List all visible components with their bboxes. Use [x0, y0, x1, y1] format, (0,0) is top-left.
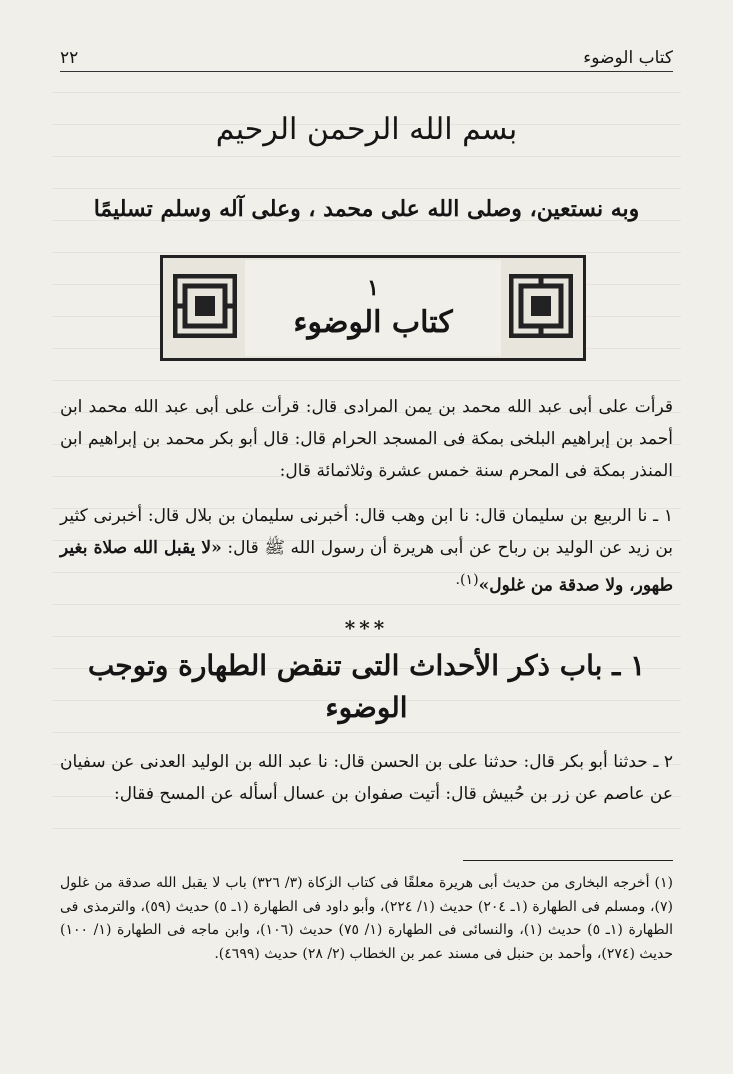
book-number: ١ — [367, 274, 379, 301]
basmala: بسم الله الرحمن الرحيم — [215, 112, 518, 147]
hadith-1 — [60, 500, 673, 602]
hadith-2-text: ٢ ـ حدثنا أبو بكر قال: حدثنا على بن الحسن قال: نا عبد الله بن الوليد العدنى عن سفيان عن عاصم عن زر بن حُبيش قال: أتيت صفوان بن عسال أسأله عن المسح فقال: — [60, 752, 673, 804]
book-title: كتاب الوضوء — [293, 304, 453, 340]
invocation-line: وبه نستعين، وصلى الله على محمد ، وعلى آله وسلم تسليمًا — [93, 196, 640, 222]
footnote-text: (١) أخرجه البخارى من حديث أبى هريرة معلقًا فى كتاب الزكاة (٣/ ٣٢٦) باب لا يقبل الله صدقة من غلول (٧)، ومسلم فى الطهارة (١ـ ٢٠٤) حديث (١/ ٢٢٤)، وأبو داود فى الطهارة (١ـ ٥) حديث (٥٩)، والترمذى فى الطهارة (١ـ ٥) حديث (١)، والنسائى فى الطهارة (١/ ٧٥) حديث (١٠٦)، وابن ماجه فى الطهارة (١/ ١٠٠) حديث (٢٧٤)، وأحمد بن حنبل فى مسند عمر بن الخطاب (٢/ ٢٨) حديث (٤٦٩٩). — [60, 875, 673, 962]
section-separator: *** — [344, 616, 389, 640]
running-title: كتاب الوضوء — [583, 48, 673, 68]
footnote-1 — [60, 872, 673, 966]
page-number: ٢٢ — [60, 48, 79, 68]
footnote-divider — [463, 860, 673, 861]
geometric-ornament-icon — [173, 274, 237, 338]
hadith-1-text: ١ ـ نا الربيع بن سليمان قال: نا ابن وهب قال: أخبرنى سليمان بن بلال قال: أخبرنى كثير بن زيد عن الوليد بن رباح عن أبى هريرة أن رسول الله ﷺ قال: — [60, 506, 673, 558]
isnad-text: قرأت على أبى عبد الله محمد بن يمن المرادى قال: قرأت على أبى عبد الله محمد ابن أحمد بن إبراهيم البلخى بمكة فى المسجد الحرام قال: قال أبو بكر محمد بن إبراهيم ابن المنذر بمكة فى المحرم سنة خمس عشرة وثلاثمائة قال: — [60, 397, 673, 481]
book-title-frame — [160, 255, 586, 361]
hadith-1-quote: «لا يقبل الله صلاة بغير طهور، ولا صدقة من غلول» — [60, 538, 673, 596]
hadith-1-paragraph — [60, 500, 673, 602]
book-heading — [245, 260, 501, 356]
chapter-title: ١ ـ باب ذكر الأحداث التى تنقض الطهارة وتوجب الوضوء — [87, 649, 646, 724]
running-header — [60, 44, 673, 72]
geometric-ornament-icon — [509, 274, 573, 338]
footnote-ref: (١). — [455, 572, 479, 588]
isnad-paragraph — [60, 391, 673, 487]
hadith-2 — [60, 746, 673, 810]
